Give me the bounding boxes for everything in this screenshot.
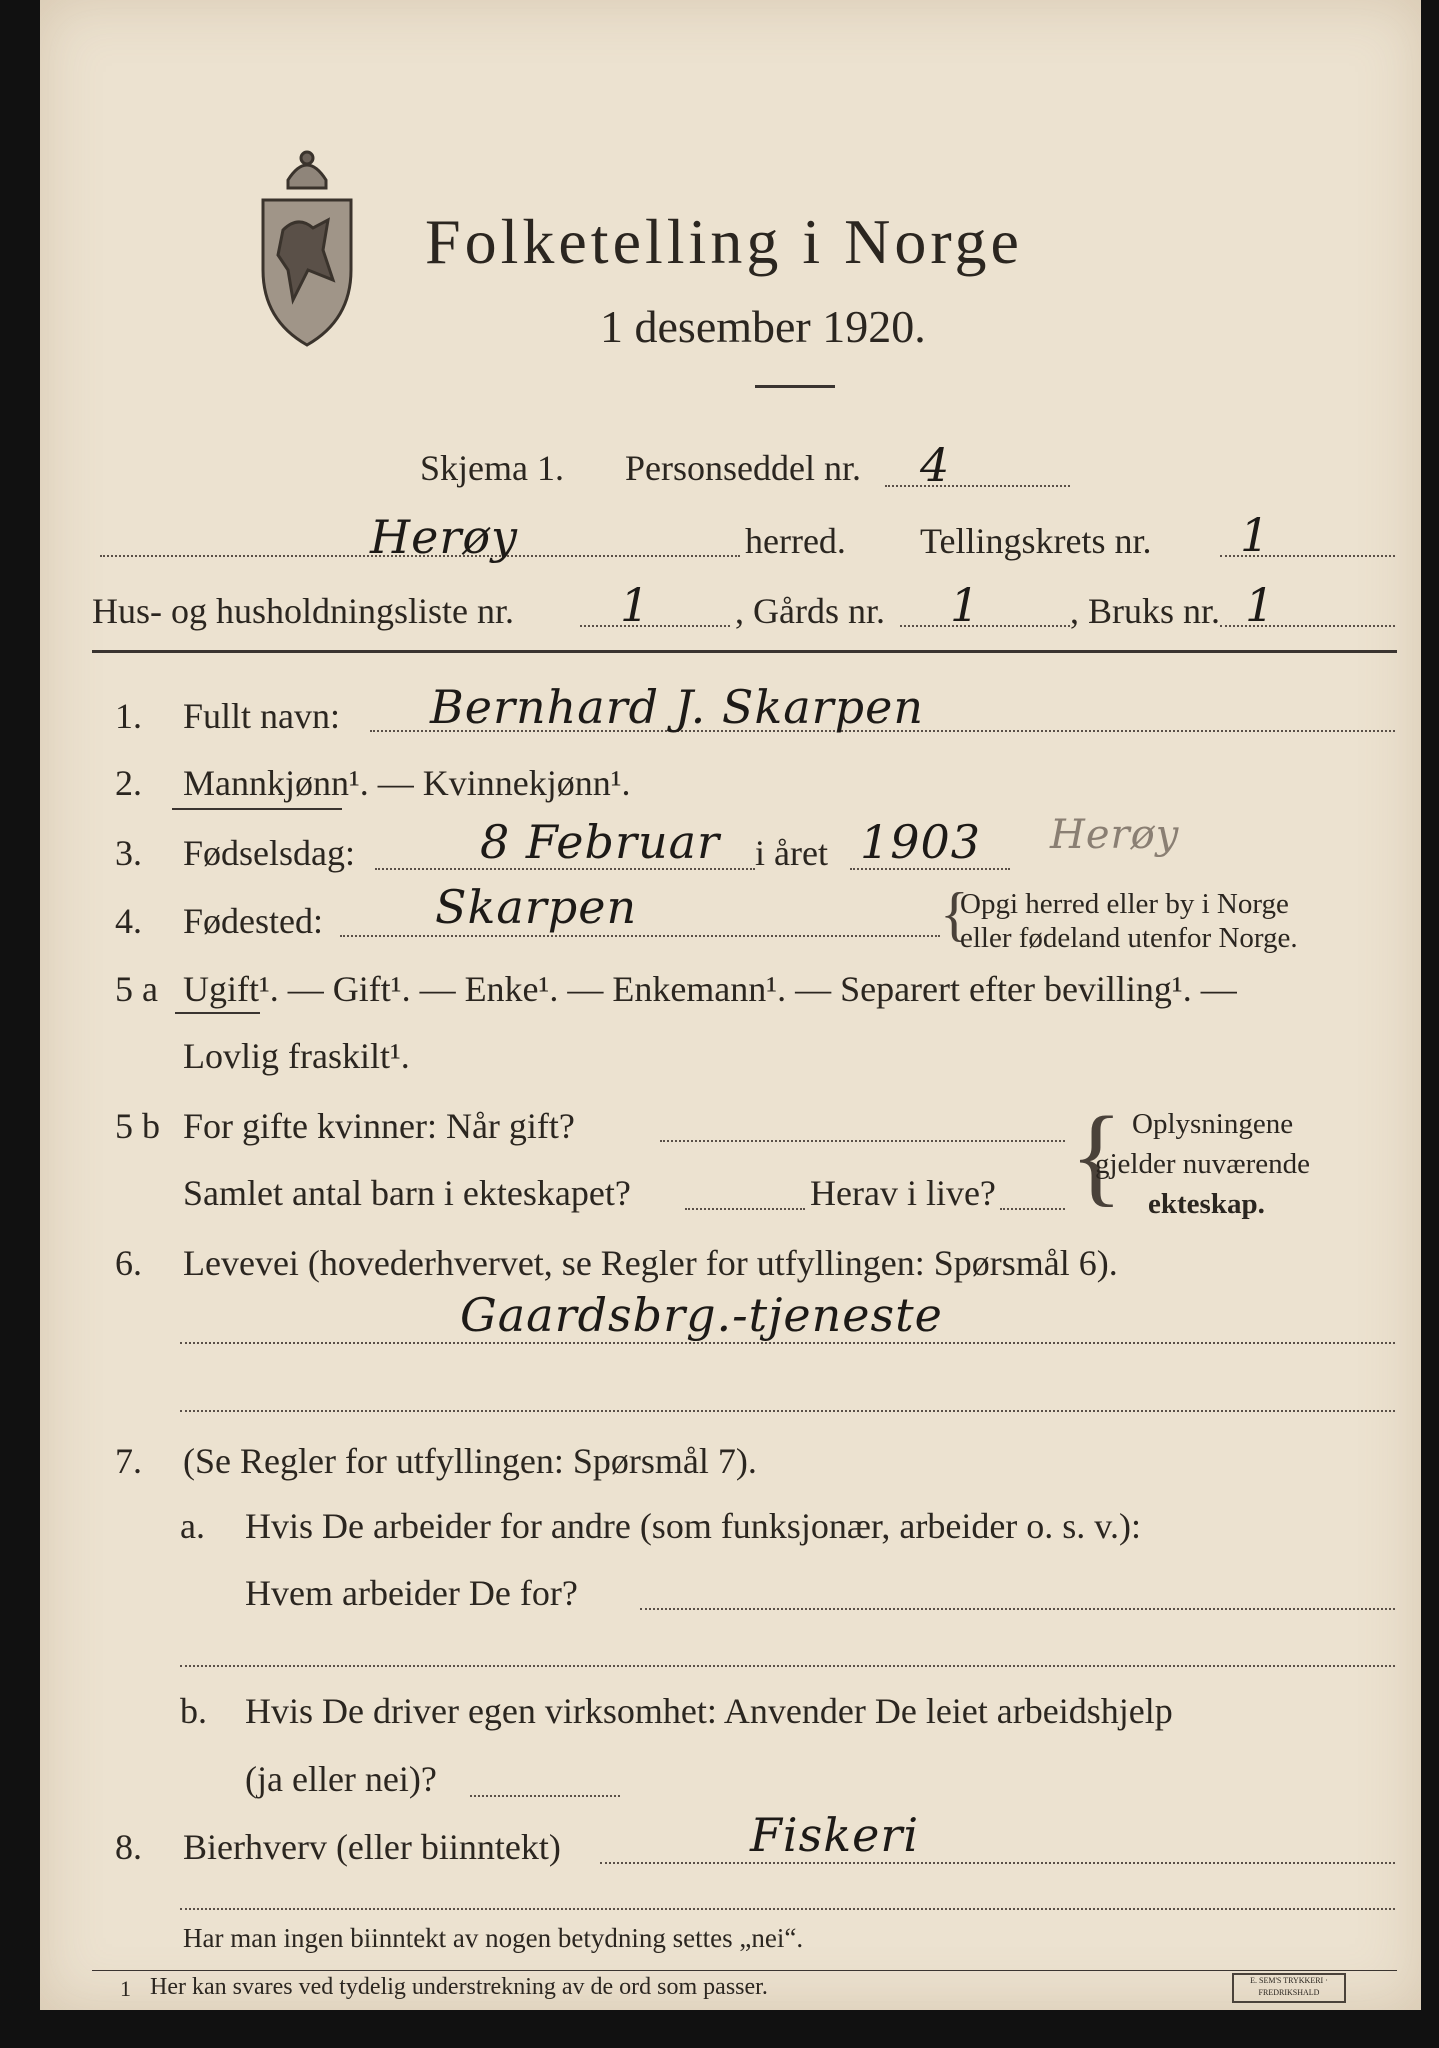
q5a-number: 5 a bbox=[115, 969, 158, 1009]
q4-note-line2: eller fødeland utenfor Norge. bbox=[960, 922, 1298, 954]
q5b-note2: gjelder nuværende bbox=[1095, 1148, 1311, 1180]
q1-full-name: Bernhard J. Skarpen bbox=[430, 680, 924, 734]
q5a-label-cont: Lovlig fraskilt¹. bbox=[183, 1036, 410, 1076]
q5b-alive-label: Herav i live? bbox=[810, 1173, 996, 1213]
q7a-who-label: Hvem arbeider De for? bbox=[245, 1573, 578, 1613]
q7b-yesno-label: (ja eller nei)? bbox=[245, 1759, 437, 1799]
printer-stamp: E. SEM'S TRYKKERI · FREDRIKSHALD bbox=[1232, 1973, 1346, 2003]
title-divider bbox=[755, 385, 835, 388]
q5b-note3: ekteskap. bbox=[1148, 1188, 1265, 1220]
q8-label: Bierhverv (eller biinntekt) bbox=[183, 1827, 561, 1867]
form-title: Folketelling i Norge bbox=[425, 206, 1023, 277]
q7-label: (Se Regler for utfyllingen: Spørsmål 7). bbox=[183, 1441, 757, 1481]
biinntekt-note: Har man ingen biinntekt av nogen betydning settes „nei“. bbox=[183, 1923, 804, 1953]
q1-number: 1. bbox=[115, 696, 142, 736]
bruks-value: 1 bbox=[1245, 578, 1276, 632]
q6-number: 6. bbox=[115, 1243, 142, 1283]
census-form bbox=[40, 0, 1421, 2010]
q7b-letter: b. bbox=[180, 1691, 207, 1731]
coat-of-arms-icon bbox=[248, 140, 366, 350]
gards-label: , Gårds nr. bbox=[735, 591, 885, 631]
q3-birth-year: 1903 bbox=[860, 815, 982, 869]
census-date: 1 desember 1920. bbox=[600, 301, 926, 352]
husliste-value: 1 bbox=[620, 578, 651, 632]
q5b-number: 5 b bbox=[115, 1106, 160, 1146]
q3-birthday: 8 Februar bbox=[480, 815, 720, 869]
q8-secondary-income: Fiskeri bbox=[750, 1808, 920, 1862]
q2-number: 2. bbox=[115, 763, 142, 803]
q2-label: Mannkjønn¹. — Kvinnekjønn¹. bbox=[183, 763, 631, 803]
q3-year-label: i året bbox=[755, 833, 828, 873]
skjema-label: Skjema 1. bbox=[420, 448, 564, 488]
q5b-brace: { bbox=[1070, 1094, 1123, 1216]
q3-margin-note: Herøy bbox=[1050, 812, 1180, 858]
q4-label: Fødested: bbox=[183, 901, 323, 941]
q7a-label: Hvis De arbeider for andre (som funksjonær, arbeider o. s. v.): bbox=[245, 1506, 1141, 1546]
q7-number: 7. bbox=[115, 1441, 142, 1481]
tellingskrets-value: 1 bbox=[1240, 508, 1271, 562]
q8-number: 8. bbox=[115, 1827, 142, 1867]
header-rule bbox=[92, 650, 1397, 653]
tellingskrets-label: Tellingskrets nr. bbox=[920, 521, 1152, 561]
q4-birthplace: Skarpen bbox=[435, 880, 638, 934]
footnote-mark: 1 bbox=[120, 1976, 131, 2001]
q1-label: Fullt navn: bbox=[183, 696, 341, 736]
q6-occupation: Gaardsbrg.-tjeneste bbox=[460, 1288, 943, 1342]
q5b-label: For gifte kvinner: Når gift? bbox=[183, 1106, 575, 1146]
q3-number: 3. bbox=[115, 833, 142, 873]
gards-value: 1 bbox=[950, 578, 981, 632]
personseddel-label: Personseddel nr. bbox=[625, 448, 861, 488]
husliste-label: Hus- og husholdningsliste nr. bbox=[92, 591, 515, 631]
q6-label: Levevei (hovederhvervet, se Regler for utfyllingen: Spørsmål 6). bbox=[183, 1243, 1118, 1283]
footnote-text: Her kan svares ved tydelig understrekning av de ord som passer. bbox=[150, 1974, 768, 2000]
q7a-letter: a. bbox=[180, 1506, 205, 1546]
q7b-label: Hvis De driver egen virksomhet: Anvender De leiet arbeidshjelp bbox=[245, 1691, 1173, 1731]
q2-underline-mannkjonn bbox=[172, 808, 342, 810]
herred-label: herred. bbox=[745, 521, 846, 561]
personseddel-value: 4 bbox=[920, 438, 951, 492]
q4-brace: { bbox=[940, 881, 969, 947]
q5a-underline-ugift bbox=[175, 1012, 260, 1014]
q4-number: 4. bbox=[115, 901, 142, 941]
q5a-label: Ugift¹. — Gift¹. — Enke¹. — Enkemann¹. — Separert efter bevilling¹. — bbox=[183, 969, 1237, 1009]
q5b-note1: Oplysningene bbox=[1132, 1108, 1294, 1140]
bruks-label: , Bruks nr. bbox=[1070, 591, 1221, 631]
herred-value: Herøy bbox=[370, 510, 519, 564]
footnote-rule bbox=[92, 1970, 1397, 1971]
q5b-children-label: Samlet antal barn i ekteskapet? bbox=[183, 1173, 631, 1213]
q3-label: Fødselsdag: bbox=[183, 833, 356, 873]
q4-note-line1: Opgi herred eller by i Norge bbox=[960, 888, 1289, 920]
